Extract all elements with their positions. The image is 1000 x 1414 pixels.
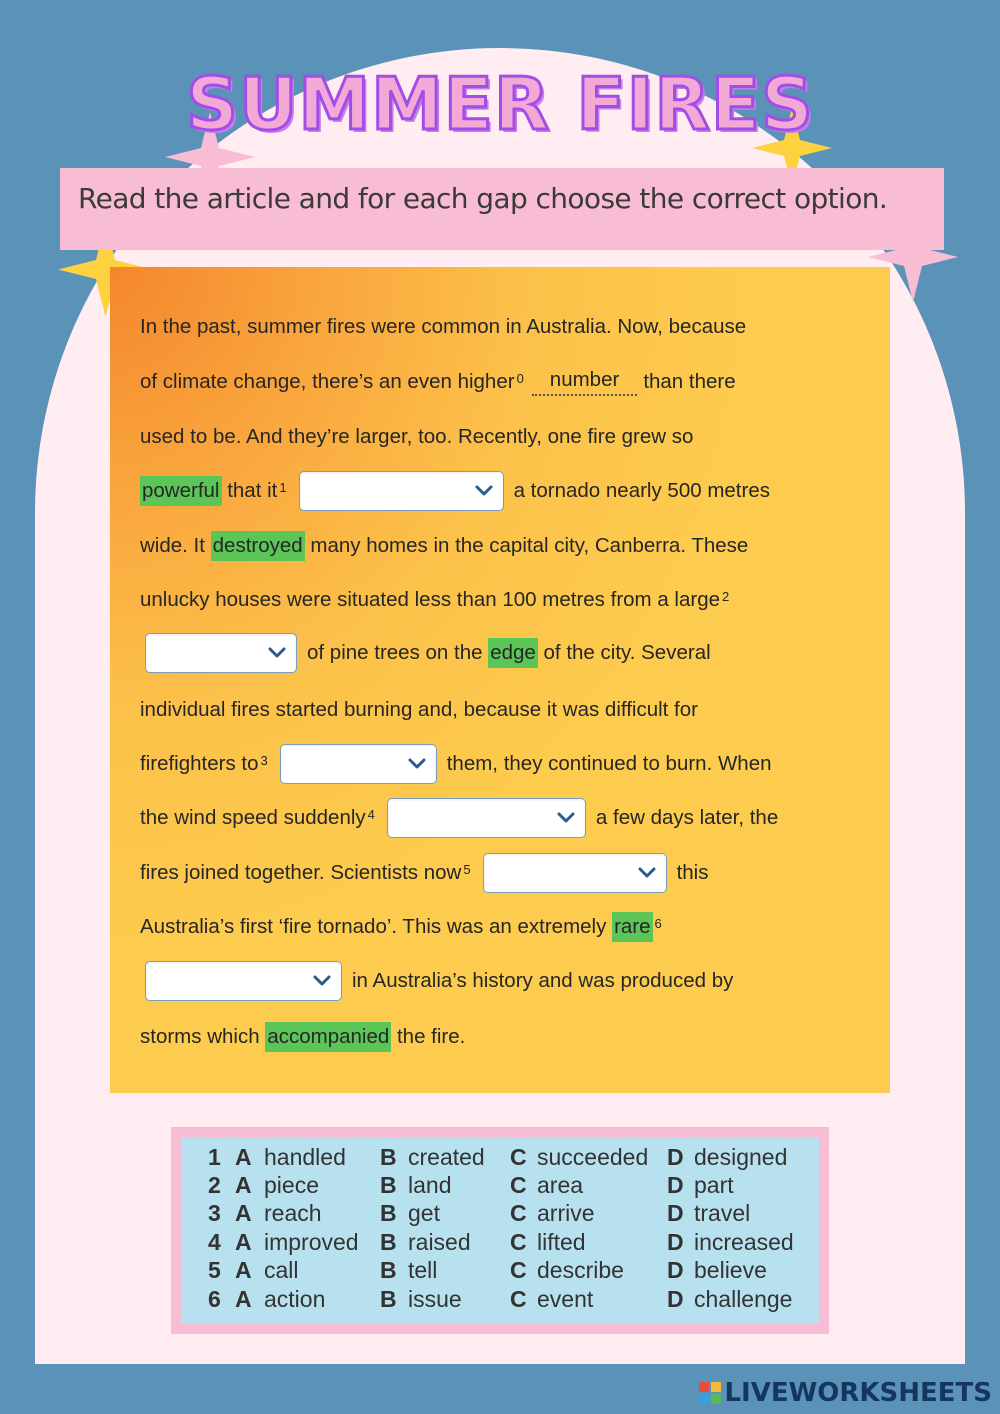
article-line [140, 798, 890, 838]
option-letter: C [510, 1172, 527, 1198]
option-letter: B [380, 1200, 397, 1226]
option-letter: C [510, 1257, 527, 1283]
article-text: them, they continued to burn. When [446, 752, 772, 775]
option-b: land [408, 1172, 452, 1198]
article-line [140, 580, 890, 620]
question-number: 1 [208, 1144, 221, 1170]
highlighted-word: rare [612, 912, 652, 942]
article-line [140, 744, 890, 784]
option-d: increased [694, 1229, 794, 1255]
option-letter: B [380, 1172, 397, 1198]
page-title: SUMMER FIRES [186, 62, 814, 146]
option-letter: D [667, 1229, 684, 1255]
article-text: the fire. [396, 1025, 466, 1048]
article-line [145, 633, 890, 673]
article-text: this [676, 861, 709, 884]
article-line [140, 853, 890, 893]
article-text: in Australia’s history and was produced by [352, 969, 734, 992]
option-letter: A [235, 1286, 252, 1312]
options-table [181, 1137, 819, 1324]
option-letter: C [510, 1200, 527, 1226]
article-line [145, 961, 890, 1001]
article-line [140, 1017, 890, 1057]
option-letter: A [235, 1144, 252, 1170]
article-text: storms which [140, 1025, 260, 1048]
chevron-down-icon [556, 808, 576, 828]
option-a: improved [264, 1229, 359, 1255]
option-a: reach [264, 1200, 322, 1226]
question-number: 4 [208, 1229, 221, 1255]
option-letter: A [235, 1172, 252, 1198]
option-b: created [408, 1144, 485, 1170]
gap-5-dropdown[interactable] [483, 853, 667, 893]
article-text: Australia’s first ‘fire tornado’. This was an extremely [140, 915, 607, 938]
options-box [171, 1127, 829, 1334]
option-letter: D [667, 1286, 684, 1312]
article-text: firefighters to [140, 752, 259, 775]
option-letter: D [667, 1172, 684, 1198]
article-text: used to be. And they’re larger, too. Recently, one fire grew so [140, 425, 694, 448]
option-a: piece [264, 1172, 319, 1198]
option-c: lifted [537, 1229, 586, 1255]
liveworksheets-logo-icon [699, 1382, 721, 1404]
option-c: area [537, 1172, 584, 1198]
option-letter: C [510, 1144, 527, 1170]
option-a: action [264, 1286, 326, 1312]
article-text: fires joined together. Scientists now [140, 861, 462, 884]
option-b: tell [408, 1257, 438, 1283]
option-c: event [537, 1286, 594, 1312]
article-text: a tornado nearly 500 metres [513, 479, 770, 502]
option-c: arrive [537, 1200, 595, 1226]
option-letter: D [667, 1257, 684, 1283]
option-a: call [264, 1257, 299, 1283]
article-line [140, 907, 890, 947]
gap-number: 6 [654, 915, 662, 931]
option-c: succeeded [537, 1144, 649, 1170]
gap-2-dropdown[interactable] [145, 633, 297, 673]
option-letter: C [510, 1229, 527, 1255]
chevron-down-icon [267, 643, 287, 663]
article-line [140, 307, 890, 347]
article-text: unlucky houses were situated less than 100 metres from a large [140, 588, 720, 611]
article-panel [110, 267, 890, 1093]
article-text: wide. It [140, 534, 205, 557]
option-d: challenge [694, 1286, 793, 1312]
option-b: get [408, 1200, 440, 1226]
option-letter: D [667, 1200, 684, 1226]
article-line [140, 526, 890, 566]
gap-6-dropdown[interactable] [145, 961, 342, 1001]
instruction-text: Read the article and for each gap choose the correct option. [78, 182, 888, 215]
chevron-down-icon [312, 971, 332, 991]
highlighted-word: edge [488, 638, 538, 668]
question-number: 2 [208, 1172, 221, 1198]
instruction-banner [60, 168, 944, 250]
option-d: travel [694, 1200, 751, 1226]
article-text: the wind speed suddenly [140, 806, 366, 829]
article-text: than there [643, 370, 736, 393]
gap-number: 2 [722, 588, 730, 604]
article-text: a few days later, the [595, 806, 779, 829]
example-answer: number [532, 368, 638, 396]
gap-number: 5 [463, 861, 471, 877]
option-letter: A [235, 1229, 252, 1255]
gap-number: 0 [516, 370, 524, 386]
gap-1-dropdown[interactable] [299, 471, 504, 511]
option-letter: D [667, 1144, 684, 1170]
option-d: believe [694, 1257, 767, 1283]
article-line [140, 417, 890, 457]
option-letter: A [235, 1200, 252, 1226]
question-number: 3 [208, 1200, 221, 1226]
gap-3-dropdown[interactable] [280, 744, 437, 784]
option-b: raised [408, 1229, 471, 1255]
chevron-down-icon [407, 754, 427, 774]
option-c: describe [537, 1257, 624, 1283]
option-letter: B [380, 1257, 397, 1283]
gap-4-dropdown[interactable] [387, 798, 586, 838]
highlighted-word: destroyed [211, 531, 305, 561]
article-text: many homes in the capital city, Canberra. These [310, 534, 749, 557]
brand-name: LIVEWORKSHEETS [724, 1378, 992, 1408]
gap-number: 3 [260, 752, 268, 768]
chevron-down-icon [637, 863, 657, 883]
chevron-down-icon [474, 481, 494, 501]
option-letter: B [380, 1286, 397, 1312]
article-text: that it [227, 479, 278, 502]
article-line [140, 690, 890, 730]
option-d: part [694, 1172, 734, 1198]
liveworksheets-brand[interactable] [699, 1378, 992, 1408]
article-text: In the past, summer fires were common in Australia. Now, because [140, 315, 747, 338]
article-line [140, 362, 890, 402]
article-text: of climate change, there’s an even higher [140, 370, 515, 393]
gap-number: 1 [279, 479, 287, 495]
article-text: of pine trees on the [307, 641, 483, 664]
option-a: handled [264, 1144, 346, 1170]
highlighted-word: accompanied [265, 1022, 391, 1052]
option-letter: B [380, 1144, 397, 1170]
highlighted-word: powerful [140, 476, 222, 506]
option-letter: C [510, 1286, 527, 1312]
article-line [140, 471, 890, 511]
article-text: of the city. Several [543, 641, 711, 664]
article-text: individual fires started burning and, because it was difficult for [140, 698, 698, 721]
question-number: 5 [208, 1257, 221, 1283]
gap-number: 4 [367, 806, 375, 822]
option-b: issue [408, 1286, 462, 1312]
option-letter: B [380, 1229, 397, 1255]
option-d: designed [694, 1144, 788, 1170]
option-letter: A [235, 1257, 252, 1283]
question-number: 6 [208, 1286, 221, 1312]
